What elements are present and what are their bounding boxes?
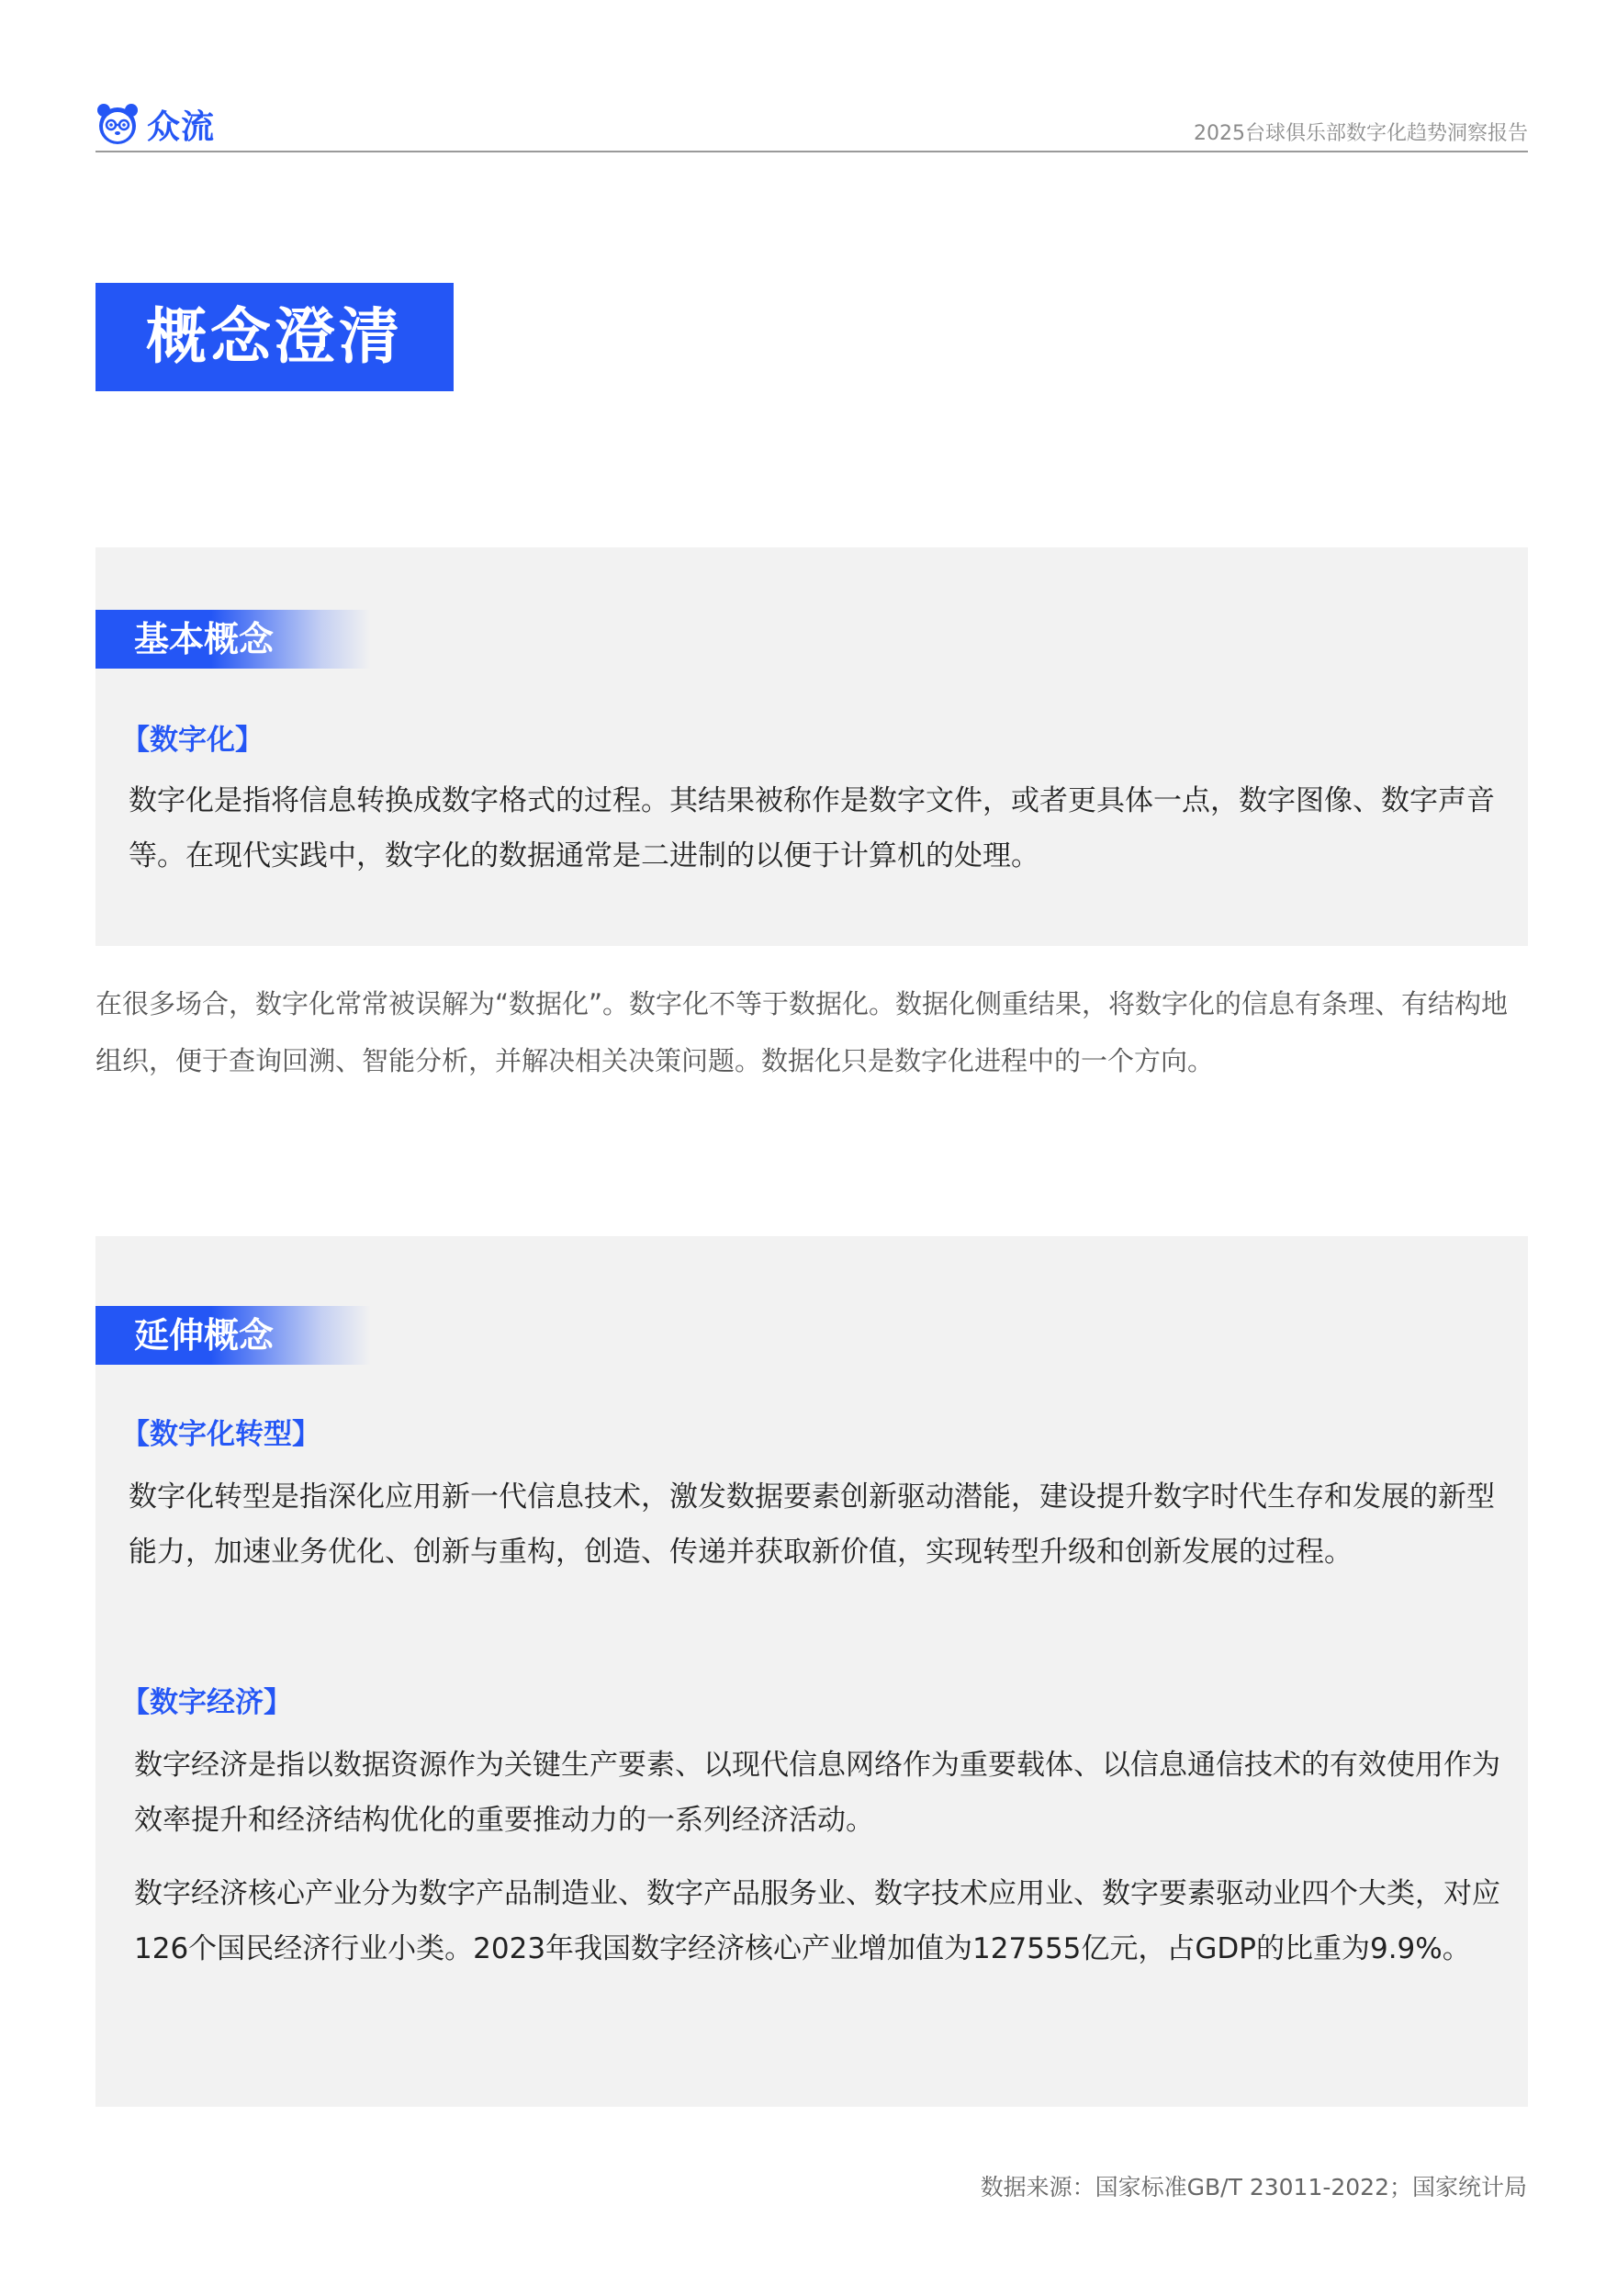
basic-concepts-panel [95, 547, 1528, 946]
term-digitization: 【数字化】 [121, 724, 264, 757]
panda-face-icon [95, 102, 140, 146]
data-source: 数据来源：国家标准GB/T 23011-2022；国家统计局 [980, 2174, 1527, 2200]
section-label-extended: 延伸概念 [95, 1306, 371, 1365]
extended-concepts-panel [95, 1236, 1528, 2107]
section-label-basic: 基本概念 [95, 610, 371, 669]
digital-economy-core-industry: 数字经济核心产业分为数字产品制造业、数字产品服务业、数字技术应用业、数字要素驱动业四个大类，对应126个国民经济行业小类。2023年我国数字经济核心产业增加值为127555亿元，占GDP的比重为9.9%。 [134, 1877, 1500, 1965]
report-title: 2025台球俱乐部数字化趋势洞察报告 [1194, 122, 1528, 145]
term-digital-transformation: 【数字化转型】 [121, 1418, 320, 1451]
page-header [95, 99, 1528, 152]
logo-text: 众流 [147, 107, 216, 146]
brand-logo [95, 101, 215, 147]
page-title: 概念澄清 [95, 283, 454, 391]
digitization-definition: 数字化是指将信息转换成数字格式的过程。其结果被称作是数字文件，或者更具体一点，数字图像、数字声音等。在现代实践中，数字化的数据通常是二进制的以便于计算机的处理。 [129, 784, 1495, 872]
digital-transformation-definition: 数字化转型是指深化应用新一代信息技术，激发数据要素创新驱动潜能，建设提升数字时代生存和发展的新型能力，加速业务优化、创新与重构，创造、传递并获取新价值，实现转型升级和创新发展的过程。 [129, 1480, 1495, 1569]
digital-economy-definition: 数字经济是指以数据资源作为关键生产要素、以现代信息网络作为重要载体、以信息通信技术的有效使用作为效率提升和经济结构优化的重要推动力的一系列经济活动。 [134, 1749, 1500, 1837]
clarification-note: 在很多场合，数字化常常被误解为“数据化”。数字化不等于数据化。数据化侧重结果，将数字化的信息有条理、有结构地组织，便于查询回溯、智能分析，并解决相关决策问题。数据化只是数字化进程中的一个方向。 [95, 988, 1509, 1076]
term-digital-economy: 【数字经济】 [121, 1686, 292, 1719]
